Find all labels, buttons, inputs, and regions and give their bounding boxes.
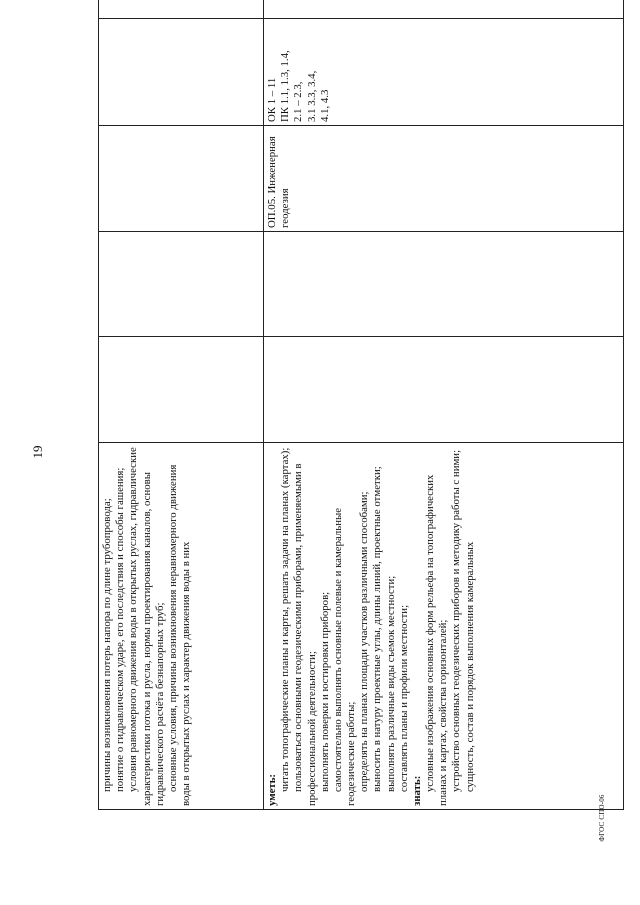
discipline-name: ОП.05. Инженерная геодезия xyxy=(266,136,292,228)
list-item: выносить в натуру проектные углы, длины линий, проектные отметки; xyxy=(371,466,384,792)
list-item: читать топографические планы и карты, решать задачи на планах (картах); xyxy=(279,447,292,792)
list-item: основные условия, причины возникновения неравномерного движения воды в открытых руслах и характер движения воды в них xyxy=(166,464,193,806)
list-item: определять на планах площади участков различными способами; xyxy=(358,491,371,792)
competence-line: ОК 1 – 11 xyxy=(266,77,278,122)
footer-code: ФГОС СПО-06 xyxy=(598,794,606,842)
list-item: выполнять различные виды съемок местности; xyxy=(384,575,397,792)
competence-line: ПК 1.1, 1.3, 1.4, xyxy=(279,50,292,122)
section-heading: знать: xyxy=(410,775,423,806)
knowledge-cell-top xyxy=(99,443,264,810)
list-item: понятие о гидравлическом ударе, его последствия и способы гашения; xyxy=(114,467,127,792)
section-heading: уметь: xyxy=(266,773,278,806)
empty-cell xyxy=(99,232,264,337)
skills-knowledge-cell xyxy=(264,443,624,810)
list-item: условия равномерного движения воды в открытых руслах, гидравлические характеристики потока и русла, нормы проектирования каналов, основы гидравлического расчёта безнапорных труб; xyxy=(127,447,166,806)
page-number: 19 xyxy=(30,445,45,459)
list-item: пользоваться основными геодезическими приборами, применяемыми в профессиональной деятельности; xyxy=(292,463,318,806)
competences-table xyxy=(98,0,624,810)
list-item: составлять планы и профили местности; xyxy=(397,604,410,792)
empty-cell xyxy=(264,337,624,443)
competence-line: 2.1 – 2.3, xyxy=(292,81,305,122)
empty-cell xyxy=(264,0,624,19)
discipline-cell xyxy=(264,126,624,232)
list-item: выполнять поверки и юстировки приборов; xyxy=(318,591,331,792)
empty-cell xyxy=(99,337,264,443)
empty-cell xyxy=(99,19,264,126)
competence-line: 4.1, 4.3 xyxy=(318,89,331,122)
competence-line: 3.1 3.3, 3.4, xyxy=(305,70,318,122)
table-row xyxy=(99,0,264,810)
empty-cell xyxy=(99,126,264,232)
list-item: сущность, состав и порядок выполнения камеральных xyxy=(463,541,476,792)
table-row xyxy=(264,0,624,810)
empty-cell xyxy=(264,232,624,337)
list-item: устройство основных геодезических приборов и методику работы с ними; xyxy=(450,449,463,792)
list-item: причины возникновения потерь напора по длине трубопровода; xyxy=(101,498,113,792)
rotated-table-container xyxy=(98,33,613,810)
empty-cell xyxy=(99,0,264,19)
list-item: условные изображения основных форм рельефа на топографических планах и картах, свойства горизонталей; xyxy=(424,474,450,806)
list-item: самостоятельно выполнять основные полевые и камеральные геодезические работы; xyxy=(331,507,358,806)
competences-cell xyxy=(264,19,624,126)
